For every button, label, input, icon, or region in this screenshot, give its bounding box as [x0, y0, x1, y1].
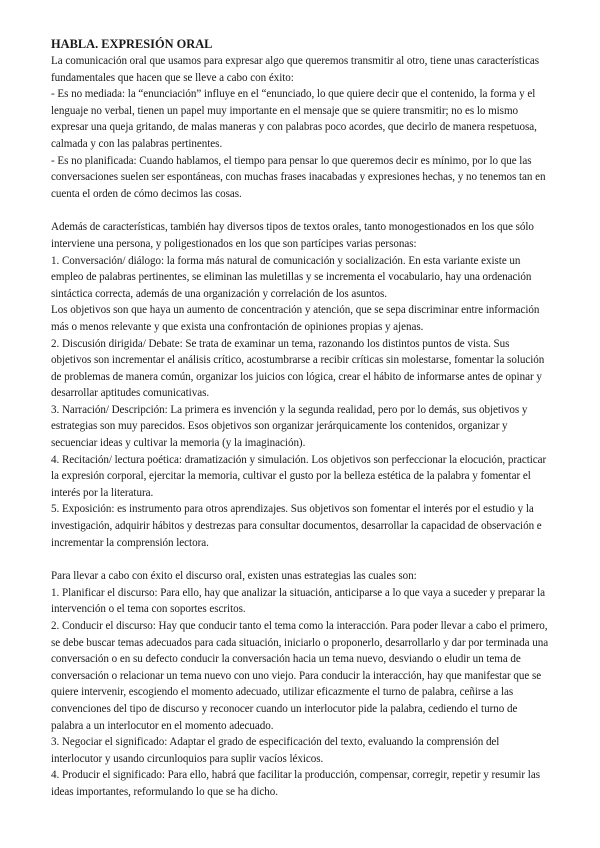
feature-no-planificada: - Es no planificada: Cuando hablamos, el tiempo para pensar lo que queremos decir es mínimo, por lo que las conversaciones suelen ser espontáneas, con muchas frases inacabadas y expresiones hechas, y no tenemos tan en cuenta el orden de cómo decimos las cosas.	[51, 154, 546, 200]
section-gap	[51, 202, 551, 219]
strategy-conducir: 2. Conducir el discurso: Hay que conducir tanto el tema como la interacción. Para poder llevar a cabo el primero, se debe buscar temas adecuados para cada situación, iniciarlo o proponerlo, desarrollarlo y dar por terminada una conversación o en su defecto conducir la conversación hacia un tema nuevo, desviando o eludir un tema de conversación o relacionar un tema nuevo con uno viejo. Para conducir la interacción, hay que manifestar que se quiere intervenir, escogiendo el momento adecuado, utilizar eficazmente el turno de palabra, ceñirse a las convenciones del tipo de discurso y reconocer cuando un interlocutor pide la palabra, cediendo el turno de palabra a un interlocutor en el momento adecuado.	[51, 620, 549, 732]
types-intro-paragraph: Además de características, también hay diversos tipos de textos orales, tanto monogestionados en los que sólo interviene una persona, y poligestionados en los que son partícipes varias personas:	[51, 221, 534, 250]
intro-paragraph: La comunicación oral que usamos para expresar algo que queremos transmitir al otro, tiene unas características fundamentales que hacen que se lleve a cabo con éxito:	[51, 55, 539, 84]
type-narracion: 3. Narración/ Descripción: La primera es invención y la segunda realidad, pero por lo demás, sus objetivos y estrategias son muy parecidos. Esos objetivos son organizar jerárquicamente los contenidos, organizar y secuenciar ideas y cultivar la memoria (y la imaginación).	[51, 403, 528, 450]
document-page	[51, 36, 551, 801]
document-title: HABLA. EXPRESIÓN ORAL	[51, 37, 213, 51]
type-conversacion: 1. Conversación/ diálogo: la forma más natural de comunicación y socialización. En esta variante existe un empleo de palabras pertinentes, se eliminan las muletillas y se incrementa el vocabulario, hay una ordenación sintáctica correcta, además de una organización y correlación de los asuntos.	[51, 254, 532, 300]
type-discusion: 2. Discusión dirigida/ Debate: Se trata de examinar un tema, razonando los distintos puntos de vista. Sus objetivos son incrementar el análisis crítico, acostumbrarse a recibir críticas sin molestarse, fomentar la solución de problemas de manera común, organizar los juicios con lógica, crear el hábito de informarse antes de opinar y desarrollar aptitudes comunicativas.	[51, 337, 545, 400]
section-gap	[51, 551, 551, 568]
strategy-producir: 4. Producir el significado: Para ello, habrá que facilitar la producción, compensar, corregir, repetir y resumir las ideas importantes, reformulando lo que se ha dicho.	[51, 769, 540, 798]
type-conversacion-objetivos: Los objetivos son que haya un aumento de concentración y atención, que se sepa discriminar entre información más o menos relevante y que exista una confrontación de opiniones propias y ajenas.	[51, 304, 540, 333]
strategy-negociar: 3. Negociar el significado: Adaptar el grado de especificación del texto, evaluando la comprensión del interlocutor y usando circunloquios para suplir vacíos léxicos.	[51, 736, 500, 765]
feature-no-mediada: - Es no mediada: la “enunciación” influye en el “enunciado, lo que quiere decir que el contenido, la forma y el lenguaje no verbal, tienen un papel muy importante en el mensaje que se quiere transmitir; no es lo mismo expresar una queja gritando, de malas maneras y con palabras poco acordes, que decirlo de manera respetuosa, calmada y con las palabras pertinentes.	[51, 88, 537, 150]
strategy-planificar: 1. Planificar el discurso: Para ello, hay que analizar la situación, anticiparse a lo que vaya a suceder y preparar la intervención o el tema con soportes escritos.	[51, 586, 546, 616]
type-exposicion: 5. Exposición: es instrumento para otros aprendizajes. Sus objetivos son fomentar el interés por el estudio y la investigación, adquirir hábitos y destrezas para consultar documentos, desarrollar la capacidad de observación e incrementar la comprensión lectora.	[51, 503, 542, 549]
strategies-intro-paragraph: Para llevar a cabo con éxito el discurso oral, existen unas estrategias las cuales son:	[51, 570, 417, 583]
type-recitacion: 4. Recitación/ lectura poética: dramatización y simulación. Los objetivos son perfeccionar la elocución, practicar la expresión corporal, ejercitar la memoria, cultivar el gusto por la belleza estética de la palabra y fomentar el interés por la literatura.	[51, 453, 547, 499]
